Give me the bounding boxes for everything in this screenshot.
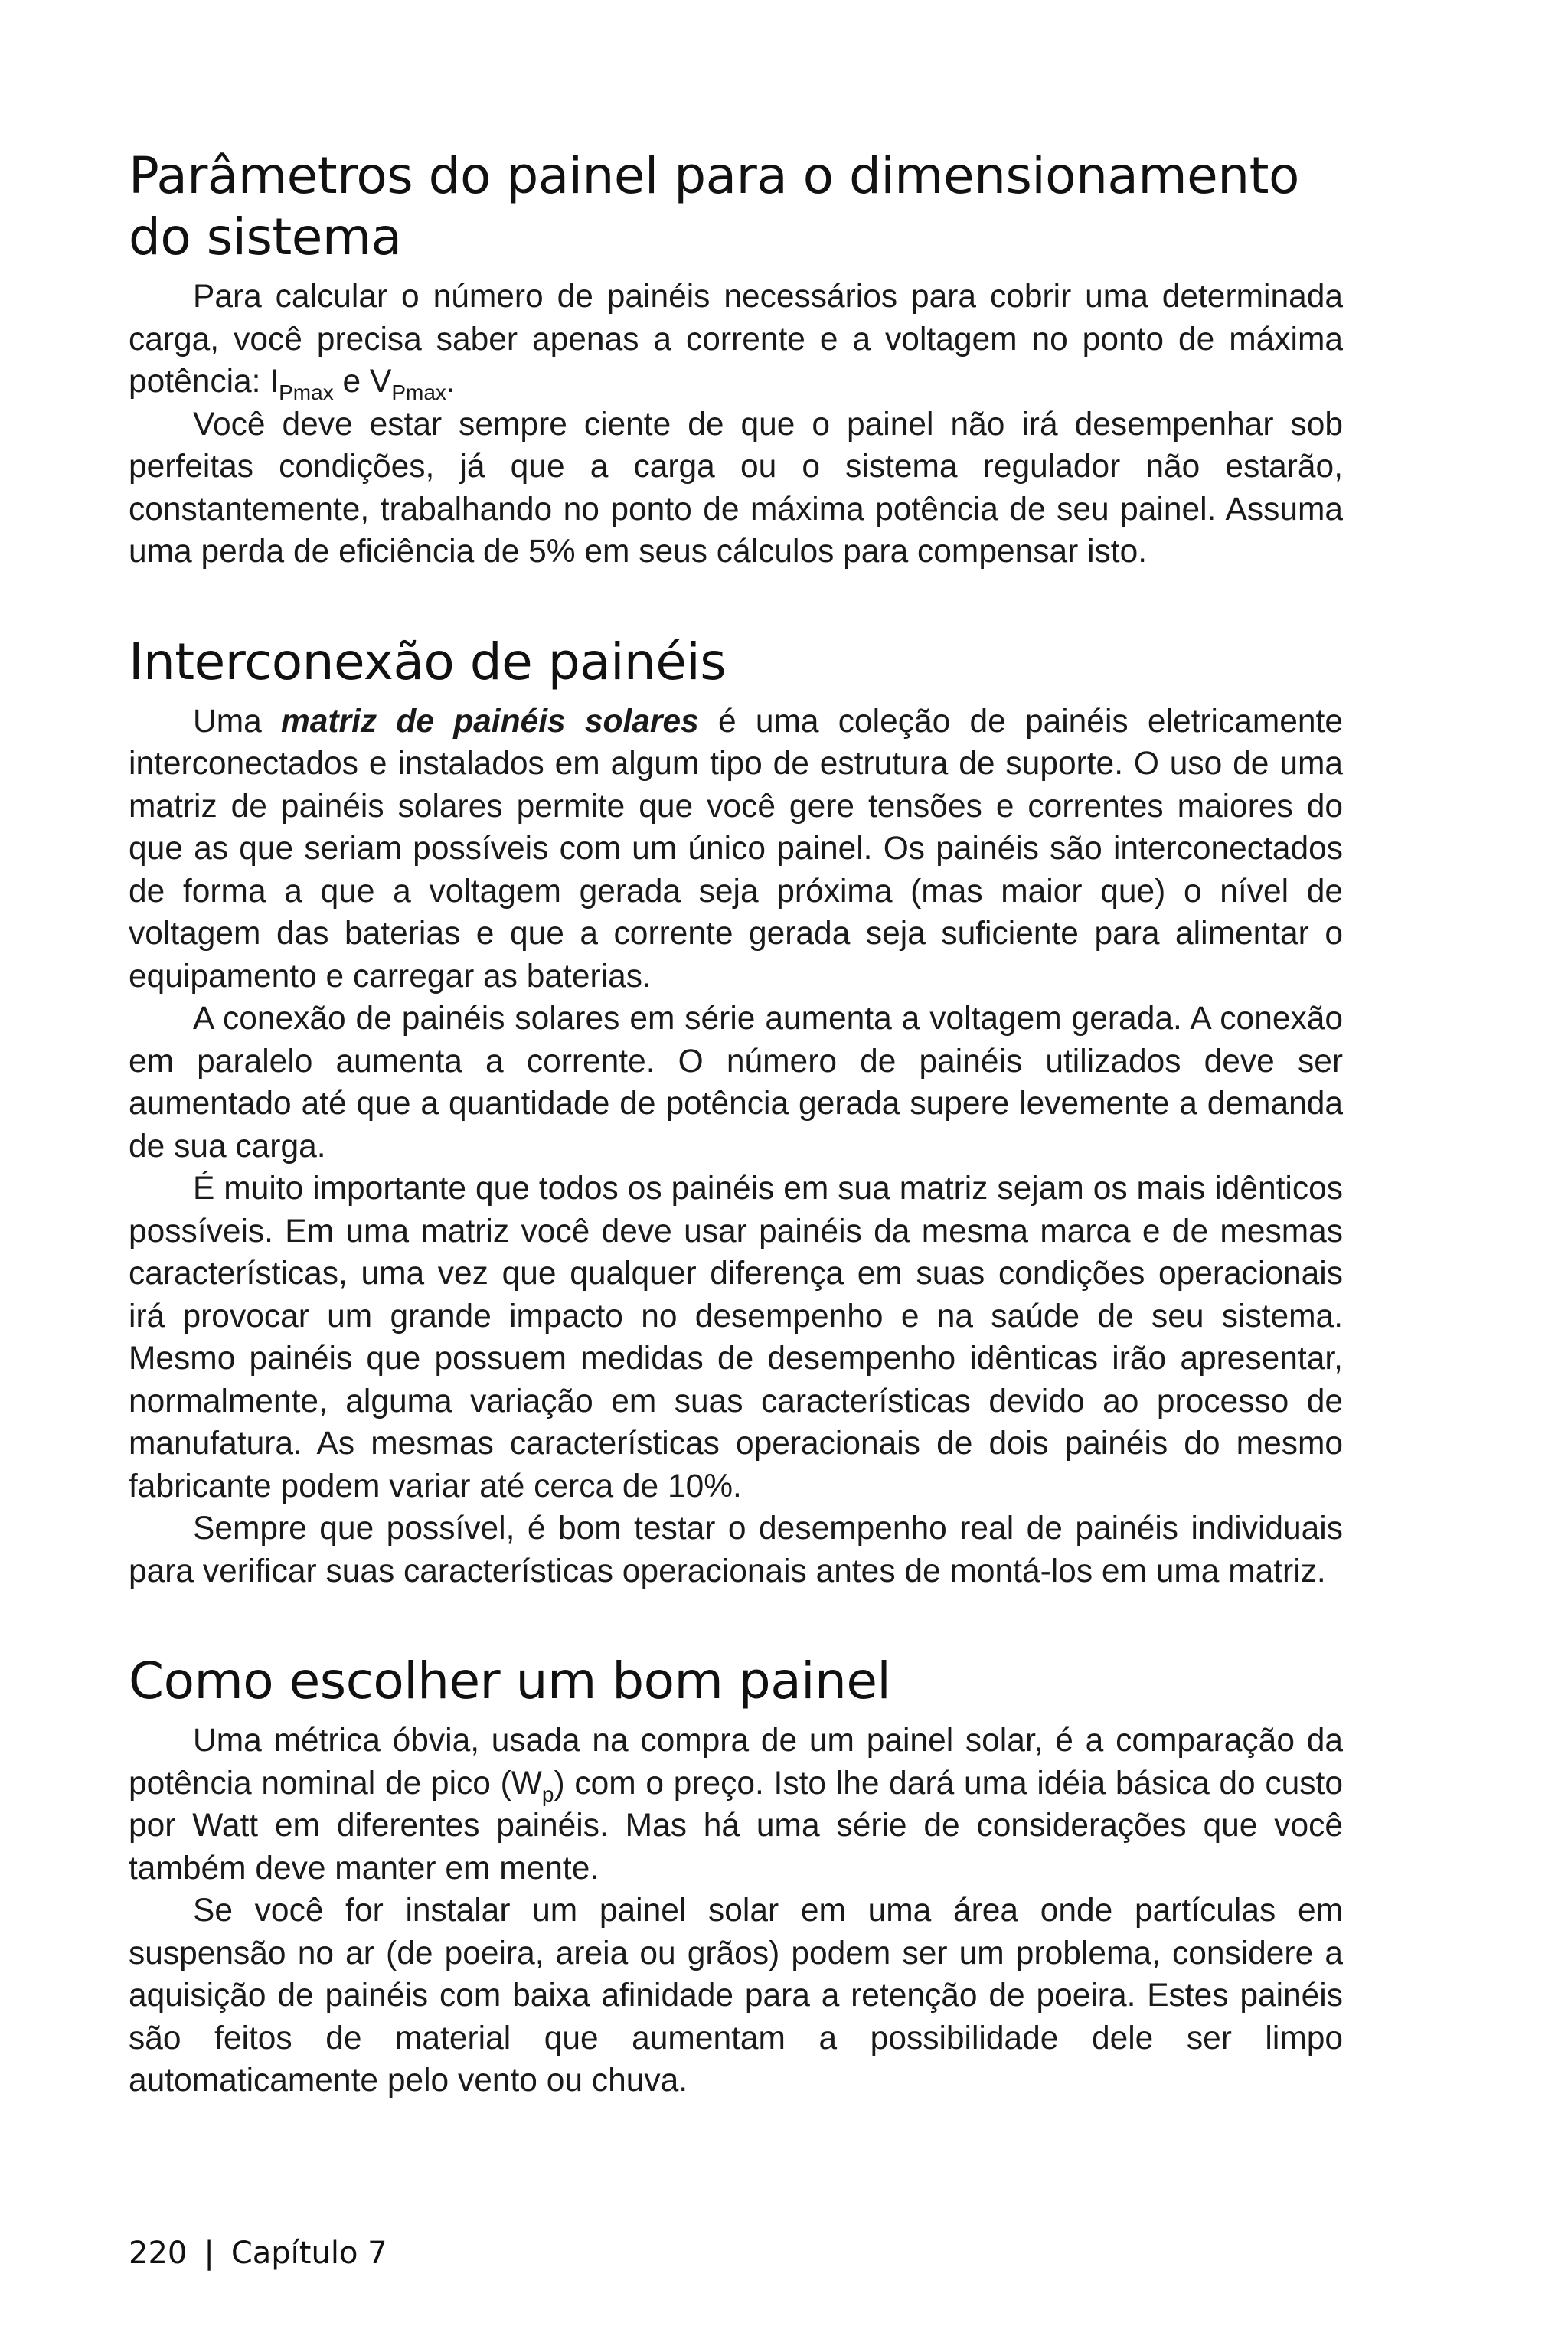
paragraph: A conexão de painéis solares em série aumenta a voltagem gerada. A conexão em paralelo aumenta a corrente. O número de painéis utilizados deve ser aumentado até que a quantidade de potência gerada supere levemente a demanda de sua carga. [129,1001,1343,1165]
paragraph: Você deve estar sempre ciente de que o painel não irá desempenhar sob perfeitas condições, já que a carga ou o sistema regulador não estarão, constantemente, trabalhando no ponto de máxima potência de seu painel. Assuma uma perda de eficiência de 5% em seus cálculos para compensar isto. [129,406,1343,570]
section-panel-parameters [129,145,1343,573]
subscript-pmax: Pmax [391,381,446,404]
paragraph: Sempre que possível, é bom testar o desempenho real de painéis individuais para verificar suas características operacionais antes de montá-los em uma matriz. [129,1511,1343,1589]
section-choosing-panel [129,1651,1343,2102]
section-heading: Interconexão de painéis [129,632,727,691]
paragraph: É muito importante que todos os painéis em sua matriz sejam os mais idênticos possíveis. Em uma matriz você deve usar painéis da mesma marca e de mesmas características, uma vez que qualquer diferença em suas condições operacionais irá provocar um grande impacto no desempenho e na saúde de seu sistema. Mesmo painéis que possuem medidas de desempenho idênticas irão apresentar, normalmente, alguma variação em suas características devido ao processo de manufatura. As mesmas características operacionais de dois painéis do mesmo fabricante podem variar até cerca de 10%. [129,1171,1343,1504]
paragraph-text: e [333,364,370,400]
subscript-pmax: Pmax [279,381,334,404]
paragraph: Se você for instalar um painel solar em uma área onde partículas em suspensão no ar (de poeira, areia ou grãos) podem ser um problema, considere a aquisição de painéis com baixa afinidade para a retenção de poeira. Estes painéis são feitos de material que aumentam a possibilidade dele ser limpo automaticamente pelo vento ou chuva. [129,1893,1343,2099]
subscript-p: p [541,1782,554,1806]
page-number: 220 [129,2236,188,2271]
symbol-v: V [369,364,392,400]
symbol-i: I [270,364,279,400]
paragraph [129,276,1343,403]
paragraph-text: é uma coleção de painéis eletricamente interconectados e instalados em algum tipo de estrutura de suporte. O uso de uma matriz de painéis solares permite que você gere tensões e correntes maiores do que as que seriam possíveis com um único painel. Os painéis são interconectados de forma a que a voltagem gerada seja próxima (mas maior que) o nível de voltagem das baterias e que a corrente gerada seja suficiente para alimentar o equipamento e carregar as baterias. [129,703,1343,995]
section-heading: Como escolher um bom painel [129,1651,891,1710]
paragraph-text: Uma [193,703,281,740]
defined-term: matriz de painéis solares [280,703,699,740]
chapter-label: Capítulo 7 [230,2236,387,2271]
section-heading: Parâmetros do painel para o dimensionamento do sistema [129,146,1299,266]
paragraph-text: . [446,364,456,400]
page-content [129,145,1343,2161]
paragraph [129,701,1343,998]
footer-separator: | [204,2236,214,2271]
paragraph [129,1720,1343,1890]
page-footer [129,2234,387,2272]
section-panel-interconnection [129,632,1343,1593]
paragraph-text: ) com o preço. Isto lhe dará uma idéia básica do custo por Watt em diferentes painéis. Mas há uma série de considerações que você também deve manter em mente. [129,1765,1343,1886]
paragraph-text: Para calcular o número de painéis necessários para cobrir uma determinada carga, você precisa saber apenas a corrente e a voltagem no ponto de máxima potência: [129,279,1343,400]
paragraph-text: Uma métrica óbvia, usada na compra de um painel solar, é a comparação da potência nominal de pico (W [129,1723,1343,1802]
